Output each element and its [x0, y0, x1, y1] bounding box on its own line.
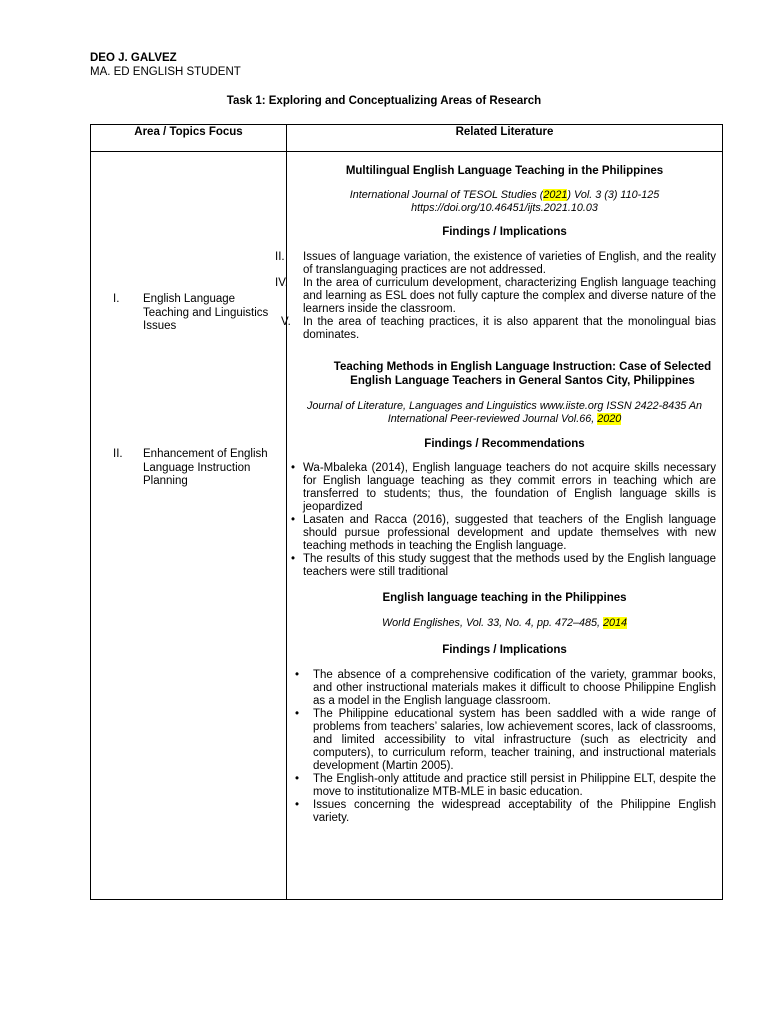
list-item — [275, 277, 716, 316]
list-item — [291, 553, 716, 579]
findings-list — [295, 669, 716, 825]
list-item — [295, 708, 716, 773]
list-item — [295, 773, 716, 799]
year-highlight: 2014 — [603, 617, 628, 629]
author-role: MA. ED ENGLISH STUDENT — [90, 66, 241, 78]
col-header-literature: Related Literature — [287, 125, 723, 152]
bullet-icon: • — [295, 772, 300, 785]
literature-title: English language teaching in the Philippines — [382, 592, 627, 604]
list-item — [291, 514, 716, 553]
item-text: Wa-Mbaleka (2014), English language teachers do not acquire skills necessary for English language teaching as they commit errors in teaching which are transferred to students; thus, the foundation of English language skills is jeopardized — [303, 462, 716, 513]
item-text: The absence of a comprehensive codification of the variety, grammar books, and other instructional materials makes it difficult to choose Philippine English as a model in the English language classroom. — [313, 668, 716, 707]
bullet-icon: • — [291, 462, 296, 474]
area-number: I. — [113, 293, 120, 305]
bullet-icon: • — [291, 514, 296, 526]
bullet-icon: • — [295, 798, 300, 811]
item-text: In the area of teaching practices, it is also apparent that the monolingual bias dominates. — [303, 316, 716, 341]
literature-title: Teaching Methods in English Language Instruction: Case of Selected English Language Teachers in General Santos City, Philippines — [333, 361, 712, 387]
literature-source — [293, 400, 716, 425]
doi-text: https://doi.org/10.46451/ijts.2021.10.03 — [411, 201, 598, 214]
item-text: The English-only attitude and practice still persist in Philippine ELT, despite the move to institutionalize MTB-MLE in basic education. — [313, 772, 716, 798]
list-item — [295, 669, 716, 708]
item-text: Issues of language variation, the existence of varieties of English, and the reality of translanguaging practices are not addressed. — [303, 251, 716, 276]
item-text: The Philippine educational system has been saddled with a wide range of problems from teachers’ salaries, low achievement scores, lack of classrooms, and limited accessibility to vital infrastructure (such as electricity and computers), to curriculum reform, teacher training, and instructional materials development (Martin 2005). — [313, 707, 716, 772]
year-highlight: 2021 — [543, 189, 568, 201]
table-header-row — [91, 125, 723, 152]
year-highlight: 2020 — [597, 412, 622, 425]
list-item — [275, 251, 716, 277]
item-marker: IV. — [275, 277, 289, 289]
area-text: Enhancement of English Language Instruction Planning — [143, 448, 268, 487]
item-text: Issues concerning the widespread acceptability of the Philippine English variety. — [313, 798, 716, 824]
findings-heading: Findings / Implications — [442, 226, 567, 238]
research-table — [90, 124, 723, 900]
findings-list — [291, 462, 716, 579]
item-text: In the area of curriculum development, characterizing English language teaching and learning as ESL does not fully capture the complex and diverse nature of the learners inside the classroom. — [303, 277, 716, 315]
literature-entry — [287, 360, 722, 579]
literature-source — [297, 189, 712, 214]
col-header-area: Area / Topics Focus — [91, 125, 287, 152]
author-name: DEO J. GALVEZ — [90, 52, 177, 64]
item-text: The results of this study suggest that the methods used by the English language teachers were still traditional — [303, 553, 716, 578]
item-marker: V. — [281, 316, 291, 328]
bullet-icon: • — [291, 553, 296, 565]
list-item — [275, 316, 716, 342]
literature-entry — [287, 591, 722, 825]
list-item — [295, 799, 716, 825]
findings-list — [275, 251, 716, 342]
list-item — [291, 462, 716, 514]
findings-heading: Findings / Recommendations — [424, 438, 585, 450]
area-cell — [91, 152, 287, 900]
bullet-icon: • — [295, 707, 300, 720]
item-marker: II. — [275, 251, 285, 263]
source-text: International Journal of TESOL Studies ( — [349, 189, 544, 201]
area-number: II. — [113, 448, 123, 460]
area-text: English Language Teaching and Linguistics Issues — [143, 293, 269, 332]
findings-heading: Findings / Implications — [442, 643, 567, 656]
task-title: Task 1: Exploring and Conceptualizing Areas of Research — [226, 95, 542, 107]
source-text: Journal of Literature, Languages and Linguistics www.iiste.org ISSN 2422-8435 An International Peer-reviewed Journal Vol.66, — [306, 400, 703, 425]
literature-entry — [275, 164, 722, 342]
item-text: Lasaten and Racca (2016), suggested that teachers of the English language should pursue professional development and update themselves with new teaching methods in teaching the English language. — [303, 514, 716, 552]
literature-cell — [275, 152, 723, 900]
bullet-icon: • — [295, 668, 300, 681]
source-text: ) Vol. 3 (3) 110-125 — [567, 189, 660, 201]
literature-source — [293, 617, 716, 630]
table-row — [91, 152, 723, 900]
author-block — [90, 51, 241, 79]
source-text: World Englishes, Vol. 33, No. 4, pp. 472–485, — [381, 617, 604, 629]
literature-title: Multilingual English Language Teaching in the Philippines — [345, 165, 664, 177]
